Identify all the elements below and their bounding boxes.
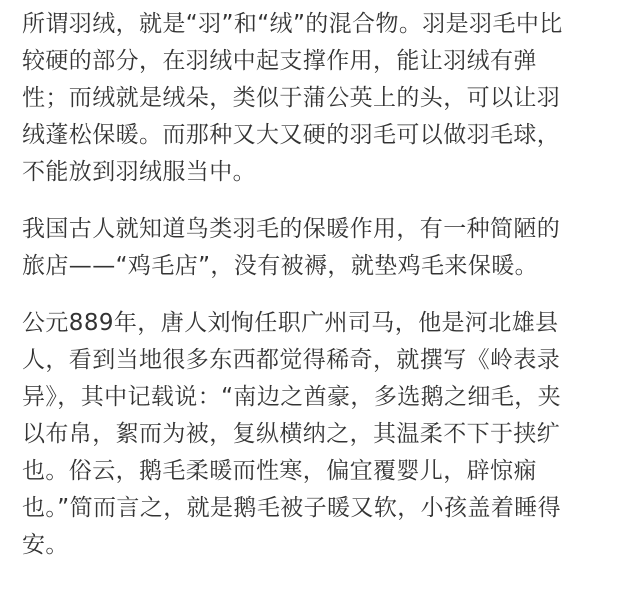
text-line: 以布帛，絮而为被，复纵横纳之，其温柔不下于挟纩 [22, 421, 561, 447]
text-line: 也。”简而言之，就是鹅毛被子暖又软，小孩盖着睡得 [22, 495, 562, 521]
paragraph-definition [22, 6, 622, 191]
text-line: 所谓羽绒，就是“羽”和“绒”的混合物。羽是羽毛中比 [22, 11, 563, 37]
text-line: 性；而绒就是绒朵，类似于蒲公英上的头，可以让羽 [22, 85, 561, 111]
text-line: 安。 [22, 532, 69, 558]
text-line: 我国古人就知道鸟类羽毛的保暖作用，有一种简陋的 [22, 216, 561, 242]
text-line: 绒蓬松保暖。而那种又大又硬的羽毛可以做羽毛球， [22, 122, 561, 148]
paragraph-ancient-knowledge [22, 211, 622, 285]
text-line: 也。俗云，鹅毛柔暖而性寒，偏宜覆婴儿，辟惊痫 [22, 458, 537, 484]
text-line: 人，看到当地很多东西都觉得稀奇，就撰写《岭表录 [22, 347, 561, 373]
text-line: 异》，其中记载说：“南边之酋豪，多选鹅之细毛，夹 [22, 384, 562, 410]
text-line: 较硬的部分，在羽绒中起支撑作用，能让羽绒有弹 [22, 48, 537, 74]
article-body [22, 6, 622, 564]
text-line: 旅店——“鸡毛店”，没有被褥，就垫鸡毛来保暖。 [22, 253, 539, 279]
paragraph-historical-record [22, 305, 622, 564]
text-line: 公元889年，唐人刘恂任职广州司马，他是河北雄县 [22, 310, 559, 336]
text-line: 不能放到羽绒服当中。 [22, 159, 256, 185]
